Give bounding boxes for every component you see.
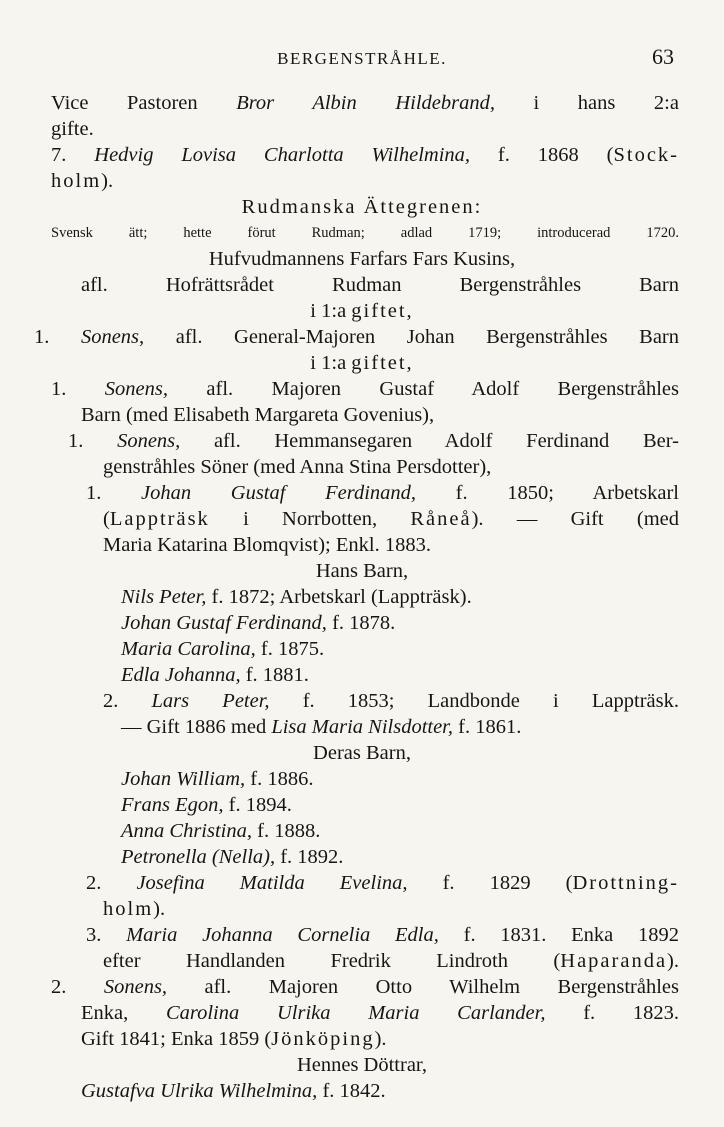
italic-name: Maria Johanna Cornelia Edla, bbox=[126, 924, 439, 946]
text-segment: ). — Gift (med bbox=[471, 508, 679, 530]
text-segment: Hennes Döttrar, bbox=[296, 1054, 428, 1076]
text-line bbox=[81, 272, 679, 298]
text-line bbox=[81, 402, 434, 428]
text-line bbox=[0, 1052, 724, 1078]
text-line bbox=[121, 792, 292, 818]
spaced-text: Haparanda bbox=[560, 950, 668, 972]
text-segment: f. 1872; Arbetskarl (Lappträsk). bbox=[206, 586, 472, 608]
text-line bbox=[103, 896, 165, 922]
text-segment: afl. Majoren Gustaf Adolf Bergenstråhles bbox=[167, 378, 679, 400]
text-line bbox=[81, 1026, 387, 1052]
text-line bbox=[0, 740, 724, 766]
text-line bbox=[81, 1078, 386, 1104]
text-segment: f. 1823. bbox=[545, 1002, 679, 1024]
text-segment: f. 1875. bbox=[255, 638, 325, 660]
text-segment: Vice Pastoren bbox=[51, 92, 237, 114]
spaced-text: Råneå bbox=[410, 508, 472, 530]
text-line bbox=[103, 532, 431, 558]
text-segment: Hans Barn, bbox=[315, 560, 409, 582]
text-segment: Maria Katarina Blomqvist); Enkl. 1883. bbox=[103, 534, 431, 556]
italic-name: Johan William, bbox=[121, 768, 246, 790]
text-line bbox=[121, 766, 313, 792]
italic-name: Sonens, bbox=[80, 326, 145, 348]
text-segment: 2. bbox=[51, 976, 104, 998]
text-segment: ). bbox=[153, 898, 166, 920]
text-line bbox=[86, 922, 679, 948]
spaced-text: giftet, bbox=[351, 352, 414, 374]
text-segment: genstråhles Söner (med Anna Stina Persdotter), bbox=[103, 456, 492, 478]
text-line bbox=[103, 506, 679, 532]
text-line bbox=[0, 194, 724, 220]
text-segment: f. 1881. bbox=[240, 664, 309, 686]
text-line bbox=[0, 558, 724, 584]
text-line bbox=[103, 948, 679, 974]
text-line bbox=[121, 818, 320, 844]
spaced-text: Jönköping bbox=[271, 1028, 375, 1050]
text-segment: f. 1888. bbox=[252, 820, 321, 842]
italic-name: Sonens, bbox=[104, 378, 168, 400]
text-segment: Deras Barn, bbox=[313, 742, 411, 764]
spaced-text: Lappträsk bbox=[109, 508, 210, 530]
text-line bbox=[121, 610, 395, 636]
text-segment: i 1:a bbox=[310, 352, 352, 374]
text-line bbox=[68, 428, 679, 454]
italic-name: Lisa Maria Nilsdotter, bbox=[271, 716, 454, 738]
text-segment: f. 1853; Landbonde i Lappträsk. bbox=[269, 690, 679, 712]
text-segment: 1. bbox=[51, 378, 105, 400]
text-segment: 7. bbox=[51, 144, 95, 166]
italic-name: Josefina Matilda Evelina, bbox=[136, 872, 408, 894]
text-line bbox=[51, 90, 679, 116]
text-line bbox=[51, 116, 94, 142]
text-line bbox=[51, 142, 679, 168]
text-segment: Barn (med Elisabeth Margareta Govenius), bbox=[81, 404, 435, 426]
text-segment: f. 1868 ( bbox=[470, 144, 614, 166]
italic-name: Sonens, bbox=[117, 430, 181, 452]
text-segment: f. 1842. bbox=[317, 1080, 386, 1102]
text-segment: f. 1831. Enka 1892 bbox=[438, 924, 680, 946]
spaced-text: Rudmanska Ättegrenen: bbox=[241, 196, 483, 218]
italic-name: Maria Carolina, bbox=[121, 638, 256, 660]
text-line bbox=[121, 714, 521, 740]
text-segment: 2. bbox=[86, 872, 137, 894]
text-segment: ). bbox=[101, 170, 114, 192]
text-line bbox=[34, 324, 679, 350]
text-line bbox=[121, 844, 343, 870]
italic-name: Bror Albin Hildebrand, bbox=[236, 92, 495, 114]
italic-name: Petronella (Nella), bbox=[121, 846, 276, 868]
text-line bbox=[0, 298, 724, 324]
text-line bbox=[0, 246, 724, 272]
text-line bbox=[86, 480, 679, 506]
text-line bbox=[103, 454, 491, 480]
text-line bbox=[121, 584, 472, 610]
text-segment: Svensk ätt; hette förut Rudman; adlad 1719; introducerad 1720. bbox=[51, 225, 679, 241]
header-title: BERGENSTRÅHLE. bbox=[277, 49, 447, 68]
text-segment: f. 1886. bbox=[245, 768, 314, 790]
spaced-text: Stock- bbox=[613, 144, 680, 166]
text-segment: f. 1878. bbox=[326, 612, 396, 634]
italic-name: Johan Gustaf Ferdinand, bbox=[121, 612, 327, 634]
text-segment: f. 1861. bbox=[453, 716, 522, 738]
italic-name: Anna Christina, bbox=[121, 820, 252, 842]
text-segment: 3. bbox=[86, 924, 127, 946]
text-segment: i 1:a bbox=[310, 300, 352, 322]
italic-name: Edla Johanna, bbox=[121, 664, 241, 686]
text-segment: f. 1892. bbox=[275, 846, 344, 868]
text-segment: 2. bbox=[103, 690, 152, 712]
running-header bbox=[0, 44, 724, 74]
italic-name: Carolina Ulrika Maria Carlander, bbox=[165, 1002, 546, 1024]
italic-name: Frans Egon, bbox=[121, 794, 224, 816]
text-segment: Hufvudmannens Farfars Fars Kusins, bbox=[208, 248, 516, 270]
text-segment: Enka, bbox=[81, 1002, 166, 1024]
text-segment: 1. bbox=[68, 430, 118, 452]
text-line bbox=[86, 870, 679, 896]
text-segment: 1. bbox=[86, 482, 142, 504]
text-segment: — Gift 1886 med bbox=[121, 716, 272, 738]
italic-name: Hedvig Lovisa Charlotta Wilhelmina, bbox=[94, 144, 471, 166]
text-segment: ). bbox=[667, 950, 679, 972]
text-line bbox=[51, 376, 679, 402]
italic-name: Johan Gustaf Ferdinand, bbox=[141, 482, 417, 504]
italic-name: Sonens, bbox=[103, 976, 168, 998]
text-line bbox=[51, 168, 113, 194]
text-line bbox=[0, 350, 724, 376]
text-segment: efter Handlanden Fredrik Lindroth ( bbox=[103, 950, 561, 972]
text-segment: afl. Majoren Otto Wilhelm Bergenstråhles bbox=[167, 976, 679, 998]
text-segment: ). bbox=[374, 1028, 387, 1050]
italic-name: Lars Peter, bbox=[151, 690, 270, 712]
text-line bbox=[51, 974, 679, 1000]
text-segment: 1. bbox=[34, 326, 81, 348]
text-segment: i Norrbotten, bbox=[209, 508, 411, 530]
text-segment: afl. General-Majoren Johan Bergenstråhles Barn bbox=[144, 326, 679, 348]
text-segment: Gift 1841; Enka 1859 ( bbox=[81, 1028, 272, 1050]
text-segment: i hans 2:a bbox=[494, 92, 679, 114]
text-segment: f. 1850; Arbetskarl bbox=[416, 482, 680, 504]
spaced-text: holm bbox=[103, 898, 154, 920]
page-number: 63 bbox=[652, 44, 674, 69]
italic-name: Gustafva Ulrika Wilhelmina, bbox=[81, 1080, 318, 1102]
text-segment: gifte. bbox=[51, 118, 94, 140]
spaced-text: holm bbox=[51, 170, 102, 192]
text-segment: afl. Hofrättsrådet Rudman Bergenstråhles Barn bbox=[81, 274, 679, 296]
italic-name: Nils Peter, bbox=[121, 586, 207, 608]
text-segment: f. 1829 ( bbox=[407, 872, 573, 894]
text-line bbox=[121, 662, 309, 688]
text-line bbox=[103, 688, 679, 714]
text-segment: afl. Hemmansegaren Adolf Ferdinand Ber- bbox=[180, 430, 679, 452]
text-line bbox=[121, 636, 324, 662]
text-line bbox=[81, 1000, 679, 1026]
text-segment: ( bbox=[103, 508, 110, 530]
text-segment: f. 1894. bbox=[223, 794, 292, 816]
spaced-text: giftet, bbox=[351, 300, 414, 322]
text-line bbox=[51, 220, 679, 246]
spaced-text: Drottning- bbox=[572, 872, 680, 894]
